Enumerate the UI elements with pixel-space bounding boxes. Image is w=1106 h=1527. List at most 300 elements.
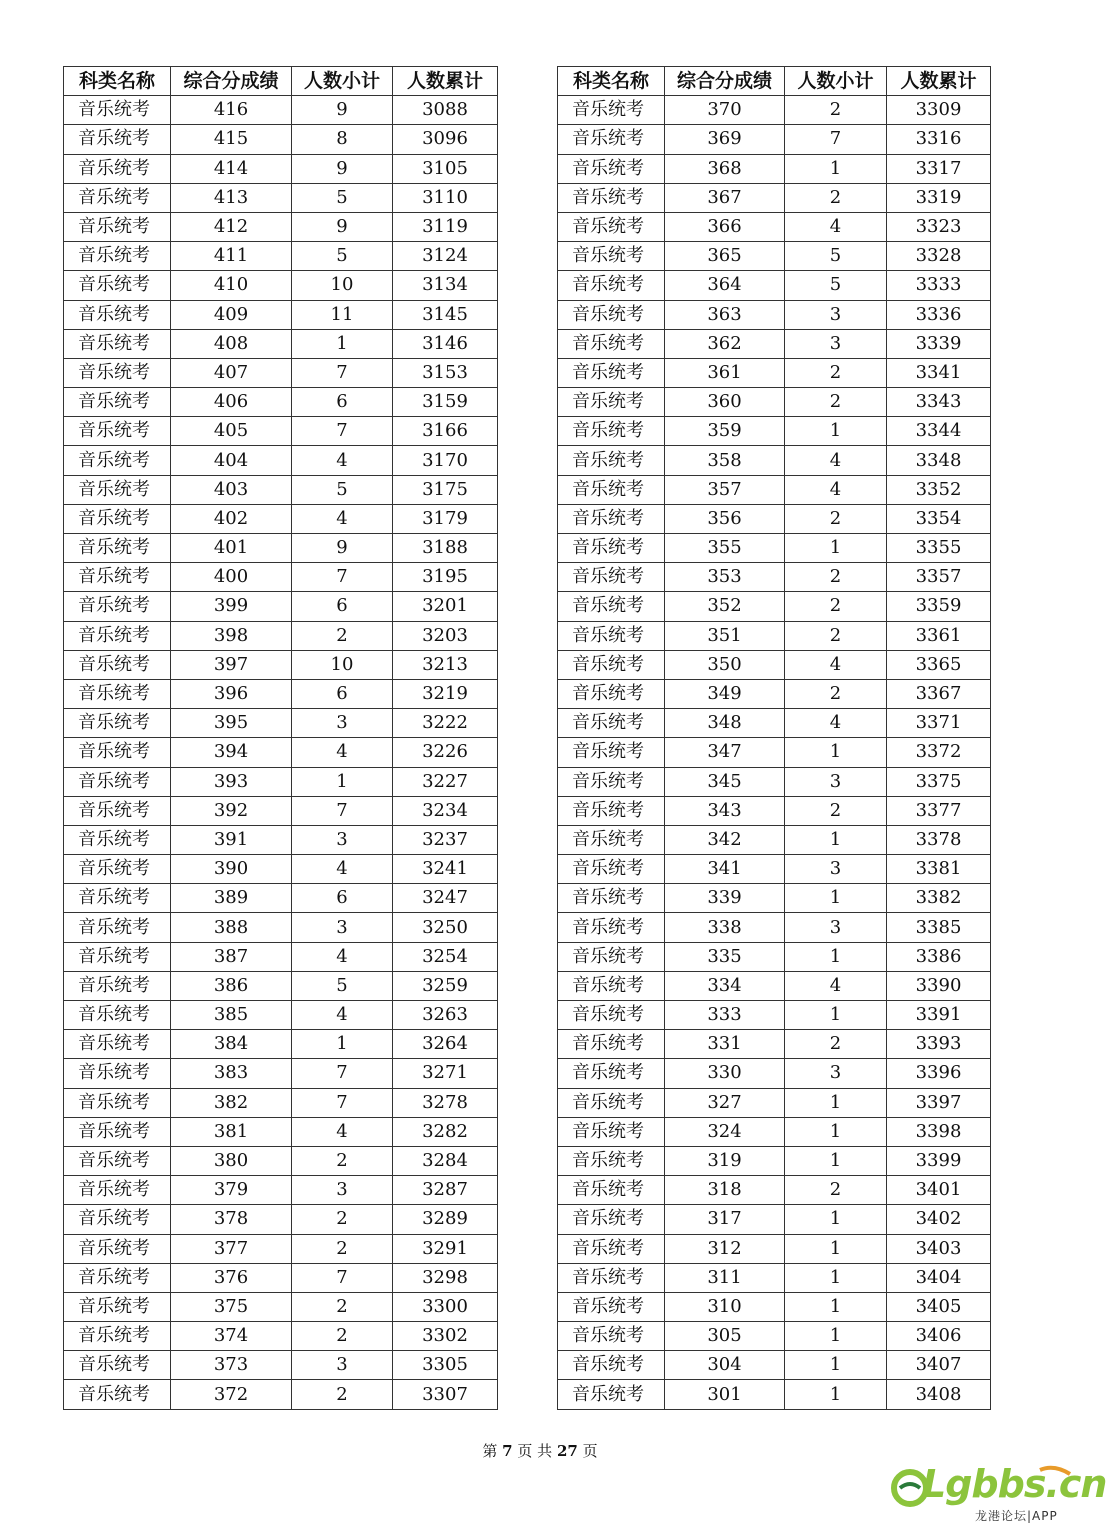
- cell-count: 1: [785, 1292, 887, 1321]
- cell-score: 341: [665, 855, 785, 884]
- cell-score: 390: [171, 855, 292, 884]
- cell-score: 396: [171, 679, 292, 708]
- cell-category: 音乐统考: [64, 96, 171, 125]
- cell-count: 2: [785, 679, 887, 708]
- cell-count: 4: [785, 971, 887, 1000]
- cell-score: 391: [171, 825, 292, 854]
- cell-score: 361: [665, 358, 785, 387]
- cell-score: 357: [665, 475, 785, 504]
- cell-score: 410: [171, 271, 292, 300]
- table-row: [64, 475, 498, 504]
- table-header-row: [558, 67, 991, 96]
- table-row: [64, 767, 498, 796]
- cell-category: 音乐统考: [558, 329, 665, 358]
- cell-count: 2: [785, 796, 887, 825]
- table-row: [64, 563, 498, 592]
- cell-score: 415: [171, 125, 292, 154]
- cell-category: 音乐统考: [558, 1351, 665, 1380]
- cell-count: 1: [785, 825, 887, 854]
- cell-cumulative: 3226: [393, 738, 498, 767]
- cell-category: 音乐统考: [64, 913, 171, 942]
- table-row: [558, 388, 991, 417]
- table-row: [64, 125, 498, 154]
- cell-cumulative: 3371: [887, 709, 991, 738]
- cell-cumulative: 3357: [887, 563, 991, 592]
- cell-score: 406: [171, 388, 292, 417]
- cell-score: 416: [171, 96, 292, 125]
- cell-category: 音乐统考: [558, 300, 665, 329]
- cell-score: 381: [171, 1117, 292, 1146]
- cell-count: 3: [785, 300, 887, 329]
- cell-category: 音乐统考: [558, 738, 665, 767]
- cell-cumulative: 3203: [393, 621, 498, 650]
- cell-cumulative: 3343: [887, 388, 991, 417]
- cell-category: 音乐统考: [64, 1234, 171, 1263]
- cell-count: 3: [785, 1059, 887, 1088]
- cell-score: 360: [665, 388, 785, 417]
- table-row: [64, 1205, 498, 1234]
- cell-category: 音乐统考: [558, 1117, 665, 1146]
- cell-category: 音乐统考: [64, 767, 171, 796]
- cell-score: 362: [665, 329, 785, 358]
- cell-cumulative: 3289: [393, 1205, 498, 1234]
- cell-count: 7: [292, 796, 393, 825]
- cell-score: 334: [665, 971, 785, 1000]
- table-row: [558, 563, 991, 592]
- cell-category: 音乐统考: [64, 1176, 171, 1205]
- cell-category: 音乐统考: [558, 96, 665, 125]
- header-score: 综合分成绩: [665, 67, 785, 96]
- cell-score: 409: [171, 300, 292, 329]
- cell-cumulative: 3359: [887, 592, 991, 621]
- table-row: [558, 125, 991, 154]
- table-row: [558, 1205, 991, 1234]
- cell-cumulative: 3201: [393, 592, 498, 621]
- cell-cumulative: 3406: [887, 1322, 991, 1351]
- cell-count: 1: [785, 1088, 887, 1117]
- cell-score: 368: [665, 154, 785, 183]
- cell-score: 373: [171, 1351, 292, 1380]
- table-row: [64, 1380, 498, 1409]
- cell-cumulative: 3309: [887, 96, 991, 125]
- table-row: [558, 1001, 991, 1030]
- cell-category: 音乐统考: [558, 767, 665, 796]
- table-row: [64, 796, 498, 825]
- cell-count: 1: [785, 1322, 887, 1351]
- cell-cumulative: 3153: [393, 358, 498, 387]
- cell-cumulative: 3300: [393, 1292, 498, 1321]
- table-row: [558, 1176, 991, 1205]
- cell-cumulative: 3399: [887, 1146, 991, 1175]
- cell-score: 345: [665, 767, 785, 796]
- table-row: [558, 913, 991, 942]
- cell-category: 音乐统考: [64, 650, 171, 679]
- table-row: [558, 242, 991, 271]
- cell-count: 1: [785, 1146, 887, 1175]
- cell-score: 403: [171, 475, 292, 504]
- cell-cumulative: 3361: [887, 621, 991, 650]
- cell-count: 1: [785, 154, 887, 183]
- cell-score: 353: [665, 563, 785, 592]
- cell-category: 音乐统考: [64, 1205, 171, 1234]
- cell-category: 音乐统考: [558, 825, 665, 854]
- cell-category: 音乐统考: [558, 388, 665, 417]
- cell-count: 1: [785, 1117, 887, 1146]
- cell-count: 2: [785, 358, 887, 387]
- table-row: [558, 1030, 991, 1059]
- cell-count: 1: [292, 767, 393, 796]
- table-row: [64, 913, 498, 942]
- cell-cumulative: 3365: [887, 650, 991, 679]
- cell-count: 2: [292, 1205, 393, 1234]
- header-cumulative: 人数累计: [393, 67, 498, 96]
- cell-cumulative: 3284: [393, 1146, 498, 1175]
- table-row: [558, 1263, 991, 1292]
- cell-count: 3: [785, 855, 887, 884]
- cell-count: 3: [785, 913, 887, 942]
- table-row: [558, 504, 991, 533]
- cell-score: 379: [171, 1176, 292, 1205]
- cell-count: 4: [785, 446, 887, 475]
- cell-score: 319: [665, 1146, 785, 1175]
- cell-count: 2: [785, 183, 887, 212]
- table-row: [558, 796, 991, 825]
- cell-score: 399: [171, 592, 292, 621]
- table-row: [64, 709, 498, 738]
- cell-cumulative: 3333: [887, 271, 991, 300]
- cell-category: 音乐统考: [558, 679, 665, 708]
- cell-cumulative: 3264: [393, 1030, 498, 1059]
- cell-score: 348: [665, 709, 785, 738]
- cell-cumulative: 3282: [393, 1117, 498, 1146]
- cell-cumulative: 3124: [393, 242, 498, 271]
- cell-score: 312: [665, 1234, 785, 1263]
- cell-category: 音乐统考: [558, 358, 665, 387]
- cell-score: 394: [171, 738, 292, 767]
- table-row: [558, 329, 991, 358]
- cell-score: 393: [171, 767, 292, 796]
- cell-score: 343: [665, 796, 785, 825]
- cell-count: 3: [785, 329, 887, 358]
- table-row: [558, 358, 991, 387]
- cell-cumulative: 3339: [887, 329, 991, 358]
- cell-cumulative: 3386: [887, 942, 991, 971]
- cell-category: 音乐统考: [558, 1263, 665, 1292]
- cell-category: 音乐统考: [558, 563, 665, 592]
- cell-count: 1: [785, 1205, 887, 1234]
- cell-cumulative: 3096: [393, 125, 498, 154]
- cell-category: 音乐统考: [558, 1059, 665, 1088]
- cell-count: 10: [292, 271, 393, 300]
- table-row: [558, 709, 991, 738]
- cell-category: 音乐统考: [64, 1380, 171, 1409]
- cell-cumulative: 3317: [887, 154, 991, 183]
- table-row: [558, 1059, 991, 1088]
- table-header-row: [64, 67, 498, 96]
- cell-category: 音乐统考: [64, 154, 171, 183]
- cell-count: 6: [292, 388, 393, 417]
- cell-count: 1: [785, 1263, 887, 1292]
- table-row: [558, 1351, 991, 1380]
- table-row: [64, 1351, 498, 1380]
- header-category: 科类名称: [558, 67, 665, 96]
- cell-count: 6: [292, 592, 393, 621]
- cell-cumulative: 3175: [393, 475, 498, 504]
- cell-count: 2: [785, 388, 887, 417]
- cell-score: 408: [171, 329, 292, 358]
- cell-category: 音乐统考: [64, 358, 171, 387]
- cell-count: 5: [292, 242, 393, 271]
- table-row: [558, 767, 991, 796]
- cell-count: 4: [292, 1117, 393, 1146]
- cell-category: 音乐统考: [558, 1176, 665, 1205]
- cell-cumulative: 3237: [393, 825, 498, 854]
- cell-score: 370: [665, 96, 785, 125]
- cell-cumulative: 3319: [887, 183, 991, 212]
- cell-category: 音乐统考: [64, 942, 171, 971]
- cell-cumulative: 3341: [887, 358, 991, 387]
- cell-count: 1: [785, 1351, 887, 1380]
- cell-cumulative: 3328: [887, 242, 991, 271]
- cell-category: 音乐统考: [558, 242, 665, 271]
- cell-category: 音乐统考: [64, 1088, 171, 1117]
- cell-score: 364: [665, 271, 785, 300]
- watermark-sub: 龙港论坛|APP: [975, 1509, 1058, 1523]
- cell-score: 350: [665, 650, 785, 679]
- cell-category: 音乐统考: [64, 1146, 171, 1175]
- table-row: [558, 534, 991, 563]
- table-row: [64, 855, 498, 884]
- cell-cumulative: 3287: [393, 1176, 498, 1205]
- cell-count: 7: [292, 1059, 393, 1088]
- cell-cumulative: 3188: [393, 534, 498, 563]
- cell-cumulative: 3259: [393, 971, 498, 1000]
- cell-score: 383: [171, 1059, 292, 1088]
- table-row: [64, 183, 498, 212]
- cell-category: 音乐统考: [558, 1088, 665, 1117]
- cell-cumulative: 3166: [393, 417, 498, 446]
- cell-category: 音乐统考: [64, 679, 171, 708]
- cell-cumulative: 3271: [393, 1059, 498, 1088]
- cell-score: 395: [171, 709, 292, 738]
- cell-score: 385: [171, 1001, 292, 1030]
- page-prefix: 第: [482, 1442, 498, 1460]
- cell-cumulative: 3263: [393, 1001, 498, 1030]
- cell-score: 398: [171, 621, 292, 650]
- table-row: [558, 884, 991, 913]
- table-row: [64, 1322, 498, 1351]
- table-row: [64, 504, 498, 533]
- cell-score: 377: [171, 1234, 292, 1263]
- table-row: [64, 621, 498, 650]
- cell-category: 音乐统考: [64, 417, 171, 446]
- cell-cumulative: 3390: [887, 971, 991, 1000]
- cell-score: 413: [171, 183, 292, 212]
- cell-cumulative: 3402: [887, 1205, 991, 1234]
- table-row: [558, 855, 991, 884]
- cell-category: 音乐统考: [64, 1263, 171, 1292]
- cell-count: 5: [292, 183, 393, 212]
- cell-category: 音乐统考: [558, 621, 665, 650]
- cell-category: 音乐统考: [558, 125, 665, 154]
- cell-cumulative: 3195: [393, 563, 498, 592]
- cell-score: 411: [171, 242, 292, 271]
- cell-category: 音乐统考: [558, 1292, 665, 1321]
- table-row: [558, 679, 991, 708]
- cell-count: 4: [785, 475, 887, 504]
- cell-category: 音乐统考: [64, 271, 171, 300]
- table-row: [558, 417, 991, 446]
- cell-score: 355: [665, 534, 785, 563]
- cell-count: 2: [785, 1030, 887, 1059]
- cell-cumulative: 3305: [393, 1351, 498, 1380]
- cell-category: 音乐统考: [558, 183, 665, 212]
- cell-category: 音乐统考: [64, 212, 171, 241]
- cell-count: 7: [292, 1263, 393, 1292]
- cell-count: 7: [292, 358, 393, 387]
- cell-score: 389: [171, 884, 292, 913]
- cell-category: 音乐统考: [558, 475, 665, 504]
- cell-score: 339: [665, 884, 785, 913]
- table-row: [64, 534, 498, 563]
- cell-category: 音乐统考: [64, 534, 171, 563]
- cell-count: 3: [292, 825, 393, 854]
- cell-score: 363: [665, 300, 785, 329]
- table-row: [558, 1088, 991, 1117]
- table-row: [558, 96, 991, 125]
- cell-category: 音乐统考: [558, 1380, 665, 1409]
- cell-cumulative: 3401: [887, 1176, 991, 1205]
- cell-cumulative: 3145: [393, 300, 498, 329]
- cell-category: 音乐统考: [64, 1117, 171, 1146]
- cell-score: 317: [665, 1205, 785, 1234]
- page-total: 27: [556, 1442, 578, 1460]
- cell-count: 4: [292, 855, 393, 884]
- cell-count: 3: [785, 767, 887, 796]
- cell-count: 1: [785, 884, 887, 913]
- cell-count: 4: [292, 942, 393, 971]
- score-table-right: [557, 66, 991, 1410]
- cell-cumulative: 3254: [393, 942, 498, 971]
- cell-score: 392: [171, 796, 292, 825]
- cell-category: 音乐统考: [64, 825, 171, 854]
- cell-score: 376: [171, 1263, 292, 1292]
- cell-category: 音乐统考: [64, 300, 171, 329]
- cell-category: 音乐统考: [558, 1205, 665, 1234]
- header-cumulative: 人数累计: [887, 67, 991, 96]
- table-row: [64, 1292, 498, 1321]
- cell-cumulative: 3397: [887, 1088, 991, 1117]
- cell-cumulative: 3298: [393, 1263, 498, 1292]
- cell-score: 382: [171, 1088, 292, 1117]
- header-count: 人数小计: [292, 67, 393, 96]
- cell-score: 310: [665, 1292, 785, 1321]
- cell-category: 音乐统考: [64, 1001, 171, 1030]
- cell-score: 407: [171, 358, 292, 387]
- table-row: [64, 738, 498, 767]
- table-row: [64, 1263, 498, 1292]
- cell-count: 10: [292, 650, 393, 679]
- cell-score: 375: [171, 1292, 292, 1321]
- cell-category: 音乐统考: [64, 183, 171, 212]
- cell-score: 335: [665, 942, 785, 971]
- cell-category: 音乐统考: [558, 1001, 665, 1030]
- table-row: [64, 1117, 498, 1146]
- table-row: [558, 183, 991, 212]
- cell-cumulative: 3355: [887, 534, 991, 563]
- cell-cumulative: 3404: [887, 1263, 991, 1292]
- cell-count: 4: [292, 738, 393, 767]
- cell-score: 301: [665, 1380, 785, 1409]
- cell-cumulative: 3307: [393, 1380, 498, 1409]
- cell-count: 2: [785, 96, 887, 125]
- cell-cumulative: 3354: [887, 504, 991, 533]
- cell-cumulative: 3391: [887, 1001, 991, 1030]
- cell-cumulative: 3105: [393, 154, 498, 183]
- cell-count: 5: [785, 271, 887, 300]
- cell-cumulative: 3398: [887, 1117, 991, 1146]
- cell-cumulative: 3291: [393, 1234, 498, 1263]
- table-row: [64, 300, 498, 329]
- cell-category: 音乐统考: [64, 329, 171, 358]
- cell-count: 2: [292, 1322, 393, 1351]
- cell-count: 1: [292, 1030, 393, 1059]
- cell-count: 1: [785, 417, 887, 446]
- table-row: [64, 271, 498, 300]
- cell-category: 音乐统考: [558, 504, 665, 533]
- cell-cumulative: 3323: [887, 212, 991, 241]
- cell-count: 2: [292, 1146, 393, 1175]
- cell-category: 音乐统考: [64, 563, 171, 592]
- table-row: [558, 1234, 991, 1263]
- cell-score: 401: [171, 534, 292, 563]
- table-row: [64, 971, 498, 1000]
- cell-cumulative: 3159: [393, 388, 498, 417]
- cell-cumulative: 3352: [887, 475, 991, 504]
- cell-score: 405: [171, 417, 292, 446]
- cell-score: 338: [665, 913, 785, 942]
- cell-cumulative: 3381: [887, 855, 991, 884]
- table-row: [64, 942, 498, 971]
- cell-cumulative: 3213: [393, 650, 498, 679]
- table-row: [558, 942, 991, 971]
- cell-count: 1: [785, 1380, 887, 1409]
- table-row: [558, 738, 991, 767]
- cell-count: 9: [292, 96, 393, 125]
- cell-category: 音乐统考: [558, 650, 665, 679]
- cell-score: 402: [171, 504, 292, 533]
- cell-category: 音乐统考: [64, 1059, 171, 1088]
- cell-count: 2: [292, 1380, 393, 1409]
- cell-category: 音乐统考: [558, 855, 665, 884]
- cell-score: 386: [171, 971, 292, 1000]
- header-category: 科类名称: [64, 67, 171, 96]
- cell-category: 音乐统考: [558, 913, 665, 942]
- cell-cumulative: 3382: [887, 884, 991, 913]
- cell-score: 384: [171, 1030, 292, 1059]
- page-mid: 页 共: [517, 1442, 553, 1460]
- table-row: [558, 271, 991, 300]
- table-row: [64, 592, 498, 621]
- table-row: [64, 1030, 498, 1059]
- cell-score: 352: [665, 592, 785, 621]
- table-row: [64, 96, 498, 125]
- cell-cumulative: 3367: [887, 679, 991, 708]
- cell-count: 7: [292, 563, 393, 592]
- cell-cumulative: 3227: [393, 767, 498, 796]
- cell-score: 365: [665, 242, 785, 271]
- cell-cumulative: 3405: [887, 1292, 991, 1321]
